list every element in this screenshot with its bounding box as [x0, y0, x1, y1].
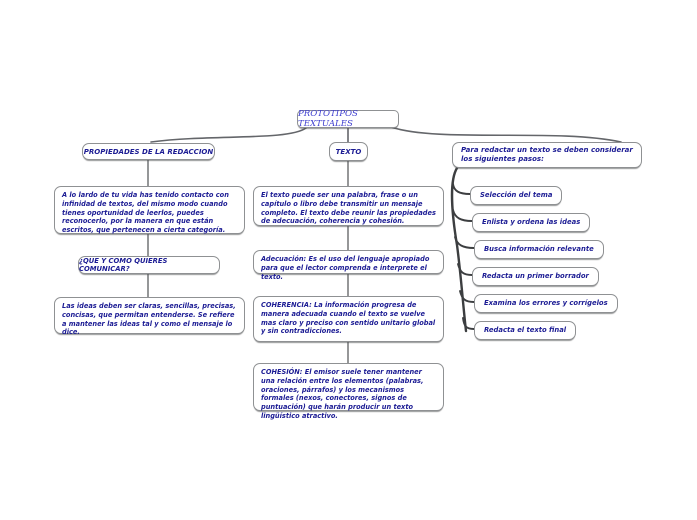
branch-header-propiedades-label: PROPIEDADES DE LA REDACCION [83, 147, 214, 156]
node-coherencia-label: COHERENCIA: La información progresa de manera adecuada cuando el texto se vuelve mas claro y preciso con sentido unitario global y sin contradicciones. [261, 301, 436, 336]
node-adecuacion-label: Adecuación: Es el uso del lenguaje apropiado para que el lector comprenda e interprete el texto. [261, 255, 430, 281]
step-enlista-ordena-label: Enlista y ordena las ideas [482, 218, 581, 226]
branch-header-propiedades[interactable] [82, 143, 215, 160]
node-contacto-textos[interactable] [54, 186, 245, 234]
step-examina-errores[interactable] [474, 294, 618, 313]
branch-header-texto-label: TEXTO [335, 147, 362, 156]
branch-header-pasos-label: Para redactar un texto se deben considerar los siguientes pasos: [461, 146, 633, 164]
step-examina-errores-label: Examina los errores y corrígelos [484, 299, 608, 307]
step-seleccion-tema-label: Selección del tema [480, 191, 553, 199]
edge-right-twig-4 [458, 264, 472, 275]
edge-root-to-right [391, 127, 621, 142]
step-busca-informacion-label: Busca información relevante [484, 245, 594, 253]
node-coherencia[interactable] [253, 296, 444, 342]
edge-right-twig-1 [453, 184, 470, 194]
root-node[interactable] [297, 110, 399, 128]
node-que-como-comunicar-label: ¿QUE Y COMO QUIERES COMUNICAR? [79, 257, 168, 273]
node-texto-definicion[interactable] [253, 186, 444, 226]
step-texto-final[interactable] [474, 321, 576, 340]
edge-right-twig-6 [463, 318, 474, 329]
node-ideas-claras[interactable] [54, 297, 245, 337]
step-seleccion-tema[interactable] [470, 186, 562, 205]
edge-right-trunk [452, 168, 466, 331]
step-texto-final-label: Redacta el texto final [484, 326, 567, 334]
step-enlista-ordena[interactable] [472, 213, 590, 232]
branch-header-pasos[interactable] [452, 142, 642, 168]
node-texto-definicion-label: El texto puede ser una palabra, frase o un capítulo o libro debe transmitir un mensaje completo. El texto debe reunir las propiedades de adecuación, coherencia y cohesión. [261, 191, 436, 226]
branch-header-texto[interactable] [329, 142, 368, 161]
edge-right-twig-2 [453, 210, 472, 221]
node-contacto-textos-label: A lo lardo de tu vida has tenido contacto con infinidad de textos, del mismo modo cuando tienes oportunidad de leerlos, puedes reconocerlo, por la manera en que están escritos, que pertenecen a cierta categoría. [62, 191, 229, 235]
step-primer-borrador[interactable] [472, 267, 599, 286]
edge-root-to-left [151, 128, 306, 142]
step-primer-borrador-label: Redacta un primer borrador [482, 272, 589, 280]
node-que-como-comunicar[interactable] [78, 256, 220, 274]
step-busca-informacion[interactable] [474, 240, 604, 259]
edge-right-twig-5 [460, 291, 474, 302]
node-cohesion[interactable] [253, 363, 444, 421]
edge-right-twig-3 [455, 237, 474, 248]
node-cohesion-label: COHESIÓN: El emisor suele tener mantener una relación entre los elementos (palabras, oraciones, párrafos) y los mecanismos formales (nexos, conectores, signos de puntuación) que harán producir un texto lingüístico atractivo. [261, 368, 424, 421]
node-adecuacion[interactable] [253, 250, 444, 281]
node-ideas-claras-label: Las ideas deben ser claras, sencillas, precisas, concisas, que permitan entenderse. Se refiere a mantener las ideas tal y como el mensaje lo dice. [62, 302, 236, 337]
root-node-label: PROTOTIPOS TEXTUALES [298, 109, 358, 129]
